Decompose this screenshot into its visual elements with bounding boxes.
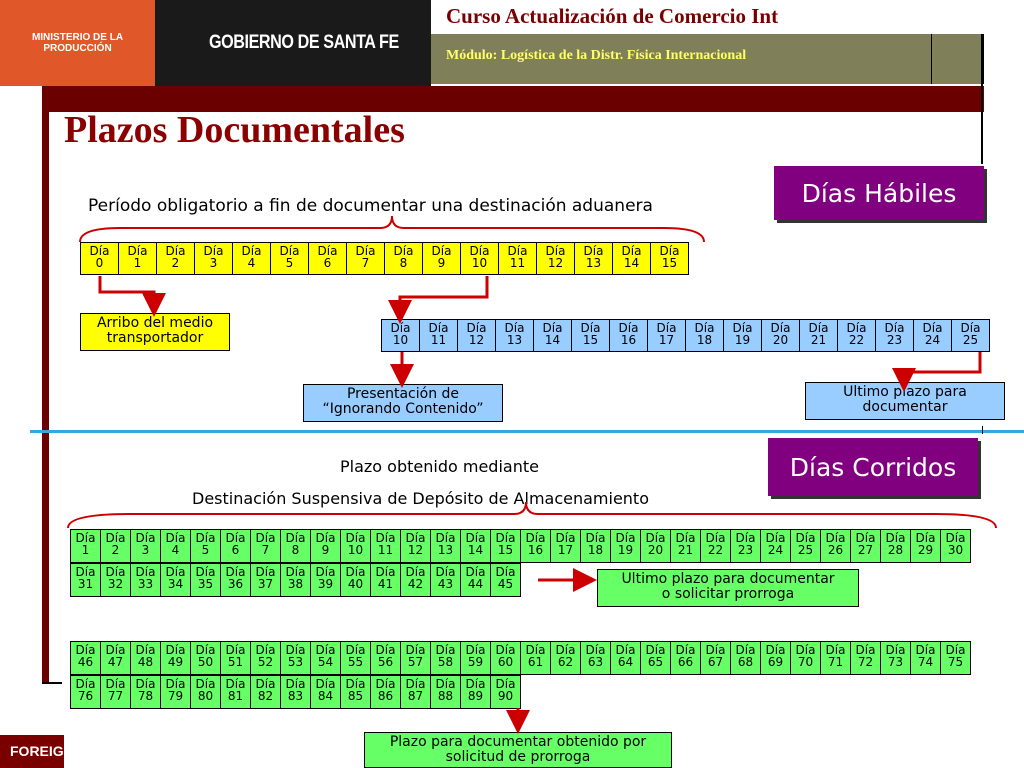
day-word: Día <box>375 643 396 657</box>
day-number: 19 <box>734 333 751 347</box>
day-number: 15 <box>497 543 514 557</box>
day-number: 85 <box>347 689 364 703</box>
day-word: Día <box>855 531 876 545</box>
day-word: Día <box>195 643 216 657</box>
day-word: Día <box>645 531 666 545</box>
day-word: Día <box>165 643 186 657</box>
day-number: 11 <box>430 333 447 347</box>
day-word: Día <box>435 677 456 691</box>
day-word: Día <box>435 531 456 545</box>
day-word: Día <box>507 244 528 258</box>
day-number: 14 <box>544 333 561 347</box>
day-number: 42 <box>407 577 424 591</box>
day-number: 7 <box>261 543 270 557</box>
day-word: Día <box>495 531 516 545</box>
day-number: 90 <box>497 689 514 703</box>
day-number: 51 <box>227 655 244 669</box>
day-word: Día <box>375 531 396 545</box>
day-word: Día <box>255 643 276 657</box>
day-number: 59 <box>467 655 484 669</box>
day-number: 21 <box>810 333 827 347</box>
day-word: Día <box>495 643 516 657</box>
day-number: 33 <box>137 577 154 591</box>
day-word: Día <box>621 244 642 258</box>
day-number: 16 <box>527 543 544 557</box>
day-word: Día <box>393 244 414 258</box>
day-number: 8 <box>399 256 408 270</box>
day-word: Día <box>135 565 156 579</box>
day-word: Día <box>105 565 126 579</box>
day-word: Día <box>195 677 216 691</box>
day-word: Día <box>542 321 563 335</box>
day-number: 58 <box>437 655 454 669</box>
day-number: 20 <box>647 543 664 557</box>
day-word: Día <box>75 565 96 579</box>
day-number: 40 <box>347 577 364 591</box>
presentacion-line-1: Presentación de <box>346 386 460 402</box>
day-word: Día <box>135 643 156 657</box>
day-word: Día <box>694 321 715 335</box>
day-number: 73 <box>887 655 904 669</box>
day-word: Día <box>555 643 576 657</box>
day-number: 25 <box>962 333 979 347</box>
day-number: 76 <box>77 689 94 703</box>
day-word: Día <box>615 643 636 657</box>
day-word: Día <box>127 244 148 258</box>
day-number: 1 <box>81 543 90 557</box>
day-number: 64 <box>617 655 634 669</box>
day-word: Día <box>195 531 216 545</box>
day-number: 27 <box>857 543 874 557</box>
day-number: 47 <box>107 655 124 669</box>
day-word: Día <box>225 531 246 545</box>
day-word: Día <box>495 677 516 691</box>
day-word: Día <box>884 321 905 335</box>
day-number: 17 <box>557 543 574 557</box>
day-number: 75 <box>947 655 964 669</box>
arrow-dia0-arribo <box>100 276 154 305</box>
day-word: Día <box>195 565 216 579</box>
day-word: Día <box>345 677 366 691</box>
prorroga-line-1: Plazo para documentar obtenido por <box>389 734 647 750</box>
day-word: Día <box>135 677 156 691</box>
day-number: 18 <box>696 333 713 347</box>
day-word: Día <box>135 531 156 545</box>
day-number: 20 <box>772 333 789 347</box>
day-word: Día <box>495 565 516 579</box>
day-number: 55 <box>347 655 364 669</box>
day-word: Día <box>435 643 456 657</box>
day-word: Día <box>255 565 276 579</box>
day-number: 50 <box>197 655 214 669</box>
day-word: Día <box>615 531 636 545</box>
day-word: Día <box>315 643 336 657</box>
day-number: 22 <box>707 543 724 557</box>
day-number: 66 <box>677 655 694 669</box>
day-number: 3 <box>209 256 218 270</box>
day-word: Día <box>645 643 666 657</box>
day-number: 54 <box>317 655 334 669</box>
arrow-dia10-row2 <box>400 276 487 312</box>
day-word: Día <box>405 643 426 657</box>
day-number: 35 <box>197 577 214 591</box>
day-word: Día <box>885 643 906 657</box>
day-number: 81 <box>227 689 244 703</box>
day-number: 13 <box>506 333 523 347</box>
day-number: 5 <box>201 543 210 557</box>
arribo-line-1: Arribo del medio <box>96 315 214 331</box>
day-number: 41 <box>377 577 394 591</box>
day-number: 24 <box>924 333 941 347</box>
day-word: Día <box>431 244 452 258</box>
day-number: 61 <box>527 655 544 669</box>
day-number: 80 <box>197 689 214 703</box>
day-number: 6 <box>323 256 332 270</box>
day-word: Día <box>583 244 604 258</box>
day-number: 84 <box>317 689 334 703</box>
day-number: 45 <box>497 577 514 591</box>
day-number: 89 <box>467 689 484 703</box>
corridos-brace <box>68 502 996 528</box>
corridos-caption-1: Plazo obtenido mediante <box>340 457 539 476</box>
day-number: 39 <box>317 577 334 591</box>
day-word: Día <box>75 643 96 657</box>
day-word: Día <box>255 531 276 545</box>
day-number: 49 <box>167 655 184 669</box>
day-number: 31 <box>77 577 94 591</box>
day-word: Día <box>255 677 276 691</box>
day-number: 3 <box>141 543 150 557</box>
day-word: Día <box>825 643 846 657</box>
day-word: Día <box>465 643 486 657</box>
day-number: 43 <box>437 577 454 591</box>
day-number: 8 <box>291 543 300 557</box>
day-number: 56 <box>377 655 394 669</box>
ministerio-text: MINISTERIO DE LA PRODUCCIÓN <box>31 32 124 54</box>
day-number: 30 <box>947 543 964 557</box>
day-word: Día <box>525 531 546 545</box>
habiles-caption: Período obligatorio a fin de documentar una destinación aduanera <box>88 196 653 216</box>
day-word: Día <box>465 677 486 691</box>
presentacion-line-2: “Ignorando Contenido” <box>322 401 484 417</box>
day-number: 12 <box>407 543 424 557</box>
ultimo-prorroga-line-1: Ultimo plazo para documentar <box>621 571 835 587</box>
day-number: 71 <box>827 655 844 669</box>
day-number: 22 <box>848 333 865 347</box>
day-number: 72 <box>857 655 874 669</box>
day-word: Día <box>375 677 396 691</box>
day-number: 32 <box>107 577 124 591</box>
day-number: 4 <box>171 543 180 557</box>
day-number: 14 <box>467 543 484 557</box>
day-word: Día <box>75 531 96 545</box>
day-number: 69 <box>767 655 784 669</box>
day-number: 9 <box>437 256 446 270</box>
day-word: Día <box>545 244 566 258</box>
day-number: 2 <box>171 256 180 270</box>
page-title: Plazos Documentales <box>64 109 405 151</box>
day-word: Día <box>165 244 186 258</box>
day-number: 65 <box>647 655 664 669</box>
day-number: 12 <box>468 333 485 347</box>
habiles-brace <box>80 216 704 242</box>
day-number: 34 <box>167 577 184 591</box>
day-word: Día <box>105 677 126 691</box>
day-word: Día <box>732 321 753 335</box>
day-number: 2 <box>111 543 120 557</box>
day-word: Día <box>585 531 606 545</box>
day-number: 0 <box>95 256 104 270</box>
day-number: 10 <box>347 543 364 557</box>
day-number: 11 <box>509 256 526 270</box>
day-word: Día <box>465 531 486 545</box>
day-number: 68 <box>737 655 754 669</box>
day-number: 37 <box>257 577 274 591</box>
day-number: 36 <box>227 577 244 591</box>
day-word: Día <box>225 643 246 657</box>
day-number: 13 <box>437 543 454 557</box>
day-word: Día <box>885 531 906 545</box>
day-word: Día <box>165 677 186 691</box>
day-number: 9 <box>321 543 330 557</box>
day-word: Día <box>345 565 366 579</box>
day-word: Día <box>922 321 943 335</box>
day-word: Día <box>279 244 300 258</box>
day-number: 62 <box>557 655 574 669</box>
day-word: Día <box>405 677 426 691</box>
day-number: 78 <box>137 689 154 703</box>
day-number: 87 <box>407 689 424 703</box>
footer-label: FOREIGN <box>0 735 64 768</box>
day-word: Día <box>705 643 726 657</box>
day-number: 23 <box>737 543 754 557</box>
day-word: Día <box>808 321 829 335</box>
day-word: Día <box>241 244 262 258</box>
day-word: Día <box>555 531 576 545</box>
day-word: Día <box>770 321 791 335</box>
day-word: Día <box>659 244 680 258</box>
day-number: 77 <box>107 689 124 703</box>
day-word: Día <box>585 643 606 657</box>
day-number: 7 <box>361 256 370 270</box>
day-word: Día <box>618 321 639 335</box>
day-word: Día <box>795 531 816 545</box>
dias-habiles-banner: Días Hábiles <box>774 166 984 220</box>
day-number: 24 <box>767 543 784 557</box>
day-word: Día <box>466 321 487 335</box>
day-number: 10 <box>392 333 409 347</box>
day-number: 18 <box>587 543 604 557</box>
day-number: 23 <box>886 333 903 347</box>
day-word: Día <box>225 565 246 579</box>
day-word: Día <box>315 531 336 545</box>
day-word: Día <box>735 643 756 657</box>
day-word: Día <box>915 643 936 657</box>
day-word: Día <box>203 244 224 258</box>
day-word: Día <box>765 531 786 545</box>
day-word: Día <box>675 643 696 657</box>
corridos-caption-2: Destinación Suspensiva de Depósito de Almacenamiento <box>192 489 649 508</box>
day-number: 67 <box>707 655 724 669</box>
day-word: Día <box>405 531 426 545</box>
day-word: Día <box>435 565 456 579</box>
gobierno-text: GOBIERNO DE SANTA FE <box>209 32 399 53</box>
day-number: 38 <box>287 577 304 591</box>
day-number: 52 <box>257 655 274 669</box>
day-word: Día <box>317 244 338 258</box>
day-word: Día <box>345 531 366 545</box>
day-word: Día <box>375 565 396 579</box>
day-number: 5 <box>285 256 294 270</box>
day-word: Día <box>390 321 411 335</box>
day-word: Día <box>405 565 426 579</box>
ultimo-prorroga-line-2: o solicitar prorroga <box>661 586 795 602</box>
day-word: Día <box>105 531 126 545</box>
day-number: 16 <box>620 333 637 347</box>
day-word: Día <box>225 677 246 691</box>
day-number: 86 <box>377 689 394 703</box>
day-number: 63 <box>587 655 604 669</box>
module-subtitle: Módulo: Logística de la Distr. Física Internacional <box>446 48 747 63</box>
day-word: Día <box>705 531 726 545</box>
day-word: Día <box>825 531 846 545</box>
day-number: 1 <box>133 256 142 270</box>
day-word: Día <box>75 677 96 691</box>
day-word: Día <box>315 677 336 691</box>
day-word: Día <box>465 565 486 579</box>
day-word: Día <box>504 321 525 335</box>
day-word: Día <box>915 531 936 545</box>
day-number: 57 <box>407 655 424 669</box>
day-number: 4 <box>247 256 256 270</box>
day-number: 53 <box>287 655 304 669</box>
day-word: Día <box>580 321 601 335</box>
day-number: 82 <box>257 689 274 703</box>
ultimo-line-2: documentar <box>862 399 948 415</box>
day-word: Día <box>345 643 366 657</box>
day-number: 25 <box>797 543 814 557</box>
dias-corridos-banner: Días Corridos <box>768 438 978 496</box>
day-word: Día <box>315 565 336 579</box>
day-word: Día <box>165 531 186 545</box>
day-number: 10 <box>471 256 488 270</box>
day-number: 44 <box>467 577 484 591</box>
day-number: 48 <box>137 655 154 669</box>
day-word: Día <box>105 643 126 657</box>
day-number: 79 <box>167 689 184 703</box>
day-word: Día <box>525 643 546 657</box>
day-number: 21 <box>677 543 694 557</box>
day-word: Día <box>945 531 966 545</box>
day-number: 11 <box>377 543 394 557</box>
day-word: Día <box>428 321 449 335</box>
day-number: 6 <box>231 543 240 557</box>
arribo-line-2: transportador <box>106 330 204 346</box>
day-number: 26 <box>827 543 844 557</box>
day-number: 13 <box>585 256 602 270</box>
day-word: Día <box>89 244 110 258</box>
day-word: Día <box>285 643 306 657</box>
day-number: 29 <box>917 543 934 557</box>
day-number: 14 <box>623 256 640 270</box>
day-number: 15 <box>661 256 678 270</box>
day-number: 15 <box>582 333 599 347</box>
day-number: 12 <box>547 256 564 270</box>
prorroga-line-2: solicitud de prorroga <box>445 749 591 765</box>
day-word: Día <box>165 565 186 579</box>
day-word: Día <box>285 565 306 579</box>
day-word: Día <box>735 531 756 545</box>
day-number: 46 <box>77 655 94 669</box>
day-word: Día <box>945 643 966 657</box>
day-number: 88 <box>437 689 454 703</box>
day-number: 60 <box>497 655 514 669</box>
day-word: Día <box>765 643 786 657</box>
day-number: 28 <box>887 543 904 557</box>
day-number: 74 <box>917 655 934 669</box>
day-number: 19 <box>617 543 634 557</box>
course-title: Curso Actualización de Comercio Int <box>446 4 779 28</box>
day-word: Día <box>675 531 696 545</box>
day-number: 70 <box>797 655 814 669</box>
day-word: Día <box>285 677 306 691</box>
day-word: Día <box>795 643 816 657</box>
day-word: Día <box>846 321 867 335</box>
day-word: Día <box>656 321 677 335</box>
day-word: Día <box>469 244 490 258</box>
day-number: 17 <box>658 333 675 347</box>
ultimo-line-1: Ultimo plazo para <box>843 384 967 400</box>
day-word: Día <box>960 321 981 335</box>
day-word: Día <box>355 244 376 258</box>
day-word: Día <box>285 531 306 545</box>
arrow-ultimo <box>904 352 980 380</box>
day-number: 83 <box>287 689 304 703</box>
day-word: Día <box>855 643 876 657</box>
